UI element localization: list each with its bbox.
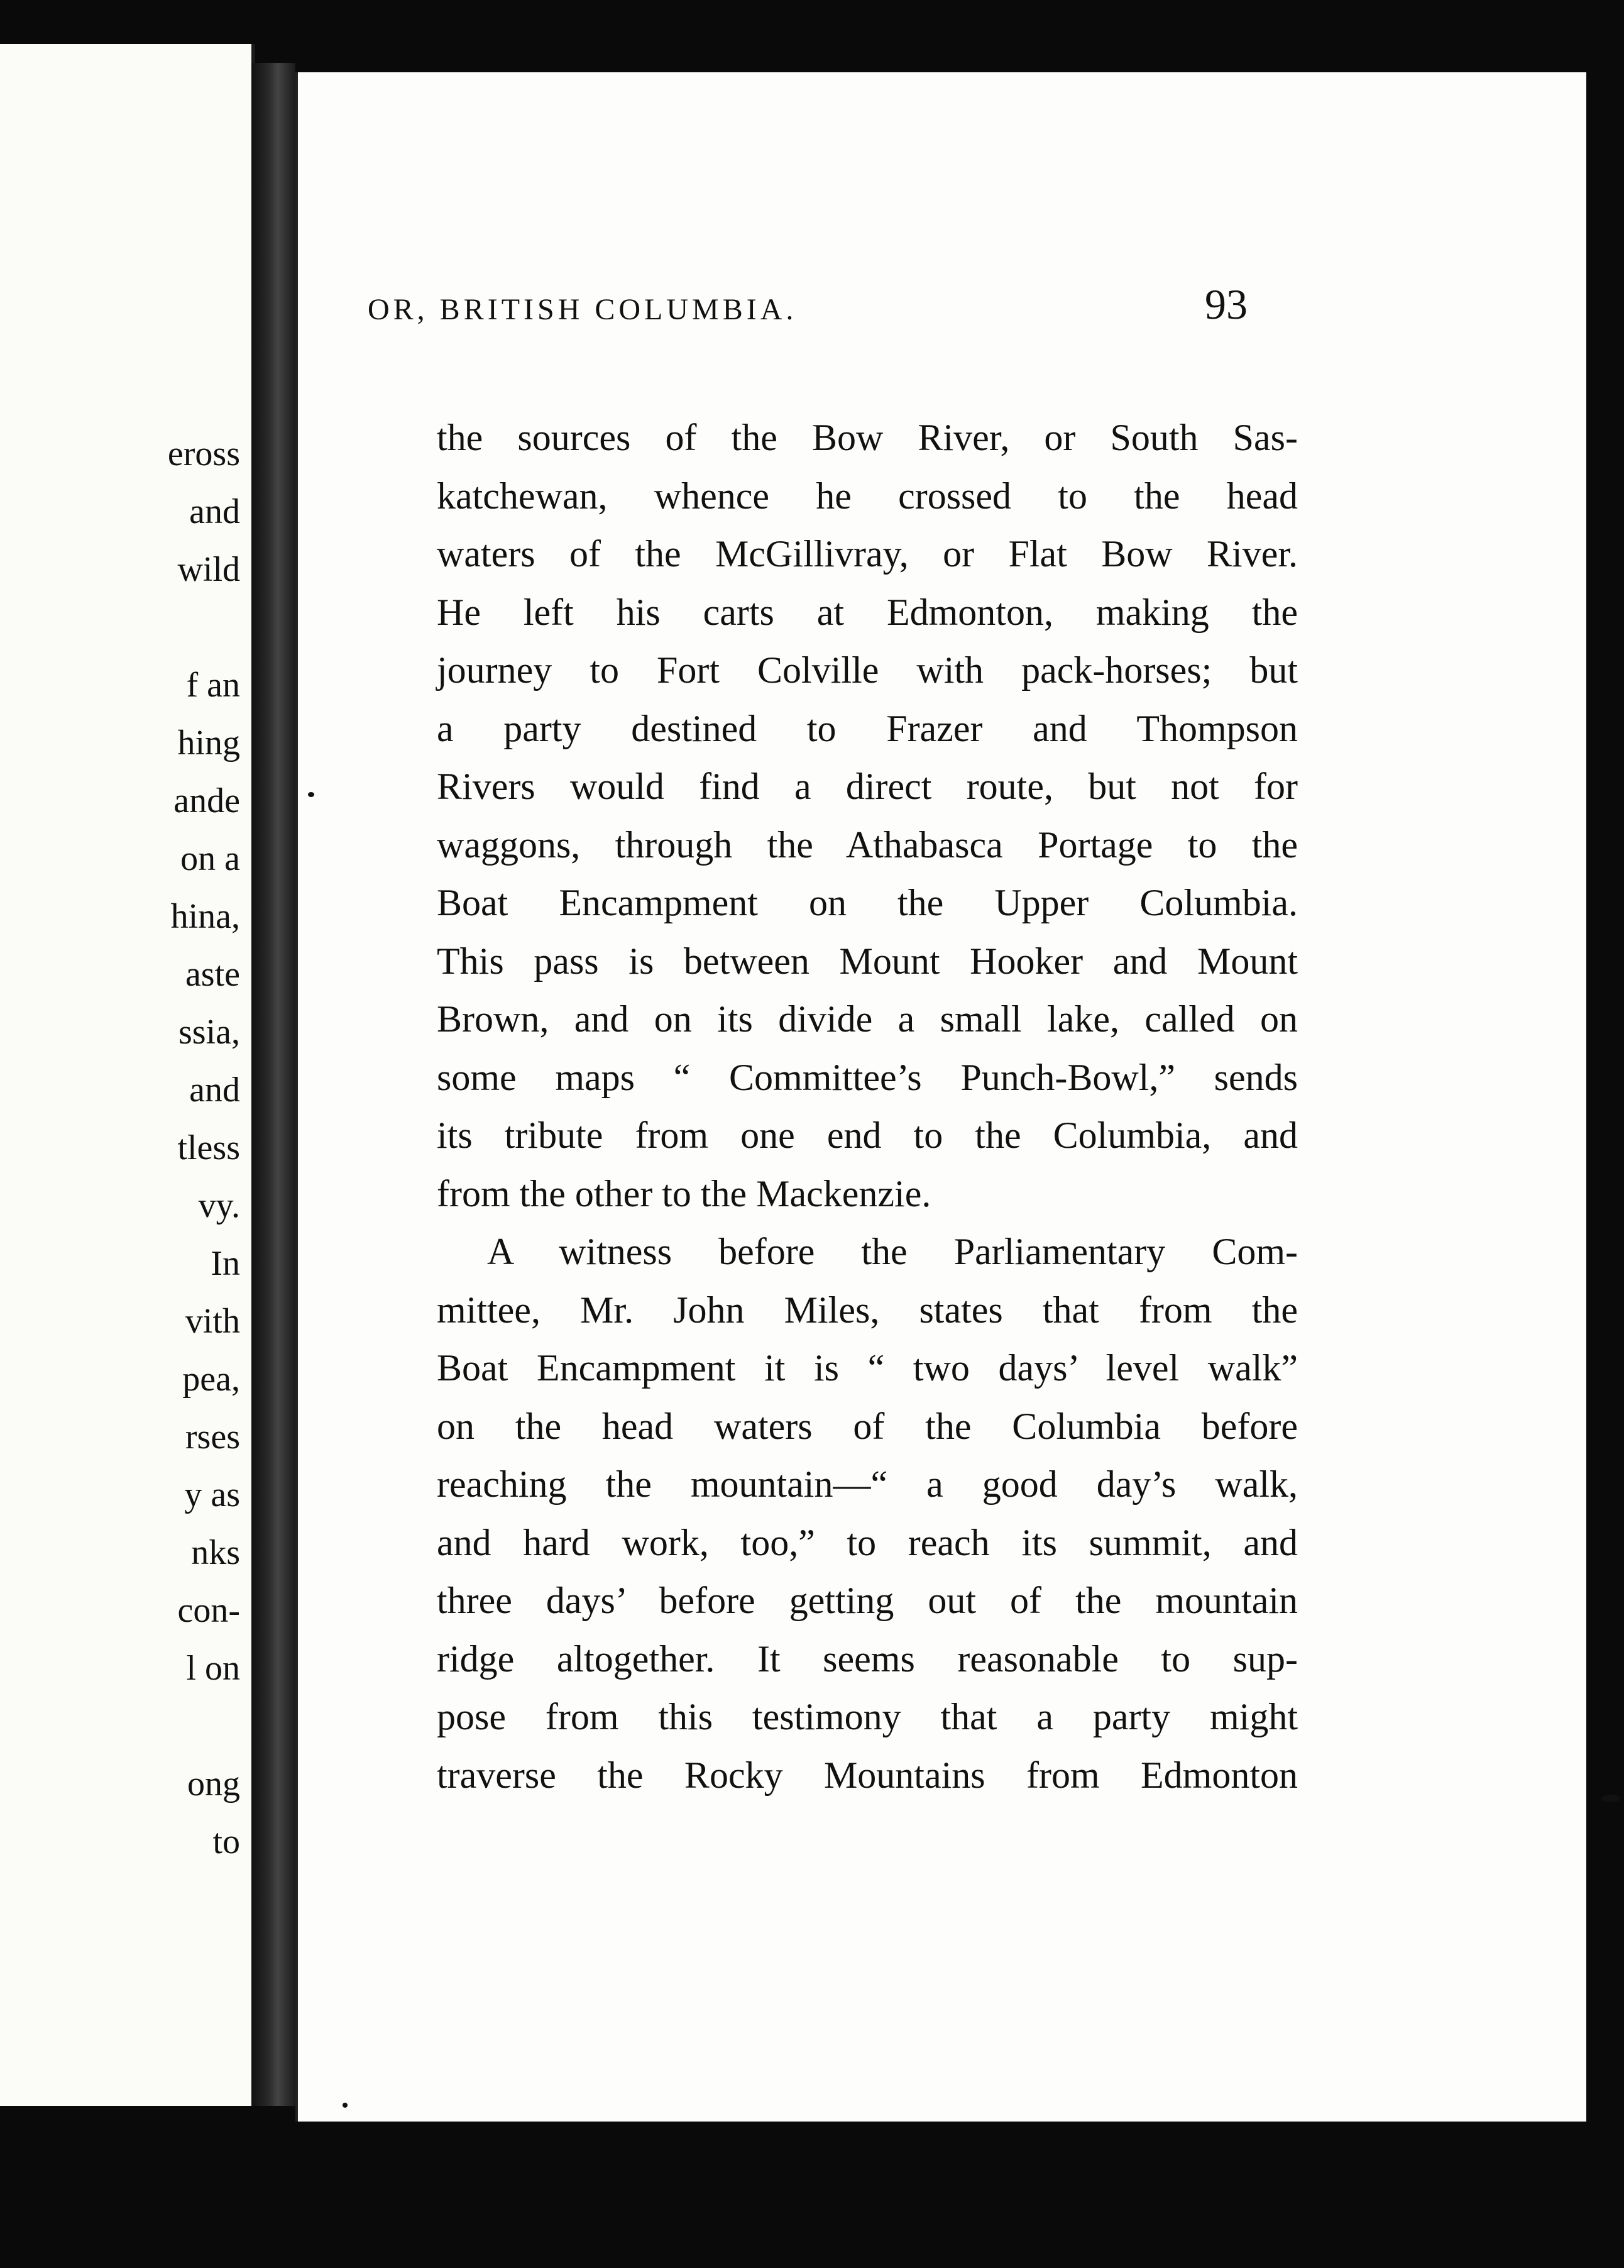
facing-page-fragment <box>0 44 255 2106</box>
text-line: waters of the McGillivray, or Flat Bow River. <box>437 533 1298 575</box>
text-line: on the head waters of the Columbia before <box>437 1405 1298 1447</box>
facing-page-line: f an <box>186 666 240 705</box>
facing-page-line: wild <box>177 550 240 589</box>
paragraph <box>437 1223 1298 1804</box>
facing-page-line: and <box>189 1071 240 1109</box>
facing-page-line: vith <box>185 1302 240 1341</box>
facing-page-line: to <box>212 1822 240 1861</box>
running-head <box>368 280 1248 336</box>
facing-page-line: con- <box>177 1591 240 1630</box>
text-line: Rivers would find a direct route, but not for <box>437 766 1298 807</box>
page-number: 93 <box>1205 280 1248 328</box>
text-line: the sources of the Bow River, or South Sas- <box>437 417 1298 458</box>
paragraph <box>437 409 1298 1223</box>
facing-page-line: ande <box>173 781 240 820</box>
text-line: its tribute from one end to the Columbia, and <box>437 1115 1298 1156</box>
text-line: journey to Fort Colville with pack-horses; but <box>437 649 1298 691</box>
text-line: from the other to the Mackenzie. <box>437 1172 931 1214</box>
facing-page-line: tless <box>177 1128 240 1167</box>
facing-page-line: vy. <box>198 1186 240 1225</box>
book-binding-gutter <box>251 63 295 2106</box>
facing-page-line: on a <box>180 839 240 878</box>
text-line: Boat Encampment it is “ two days’ level walk” <box>437 1347 1298 1389</box>
facing-page-line: pea, <box>182 1360 240 1399</box>
text-line: He left his carts at Edmonton, making the <box>437 591 1298 633</box>
text-line: Brown, and on its divide a small lake, called on <box>437 998 1298 1040</box>
scan-speck <box>343 2103 348 2108</box>
text-line: mittee, Mr. John Miles, states that from the <box>437 1289 1298 1331</box>
facing-page-line: ssia, <box>178 1013 240 1052</box>
text-line: waggons, through the Athabasca Portage to the <box>437 823 1298 866</box>
facing-page-line: ong <box>187 1764 240 1803</box>
scan-speck <box>308 792 314 797</box>
facing-page-line: l on <box>186 1649 240 1688</box>
text-line: reaching the mountain—“ a good day’s walk, <box>437 1463 1298 1505</box>
facing-page-line: nks <box>191 1533 240 1572</box>
facing-page-line: hing <box>177 724 240 762</box>
facing-page-line: and <box>189 492 240 531</box>
facing-page-line: hina, <box>170 897 240 936</box>
facing-page-line: y as <box>184 1475 240 1514</box>
facing-page-line: rses <box>185 1418 240 1456</box>
text-line: a party destined to Frazer and Thompson <box>437 707 1298 749</box>
body-text <box>437 409 1298 1804</box>
text-line: katchewan, whence he crossed to the head <box>437 475 1298 517</box>
facing-page-line: aste <box>185 955 240 994</box>
text-line: ridge altogether. It seems reasonable to sup- <box>437 1638 1298 1680</box>
text-line: A witness before the Parliamentary Com- <box>487 1231 1298 1272</box>
text-line: and hard work, too,” to reach its summit, and <box>437 1521 1298 1563</box>
running-head-title: OR, BRITISH COLUMBIA. <box>368 293 798 326</box>
text-line: three days’ before getting out of the mountain <box>437 1580 1298 1621</box>
facing-page-line: In <box>211 1244 240 1283</box>
scan-speck <box>1601 1795 1620 1802</box>
text-line: pose from this testimony that a party might <box>437 1696 1298 1737</box>
text-line: some maps “ Committee’s Punch-Bowl,” sends <box>437 1056 1298 1098</box>
text-line: Boat Encampment on the Upper Columbia. <box>437 882 1298 923</box>
text-line: This pass is between Mount Hooker and Mount <box>437 940 1298 982</box>
text-line: traverse the Rocky Mountains from Edmonton <box>437 1754 1298 1796</box>
facing-page-line: eross <box>167 434 240 473</box>
